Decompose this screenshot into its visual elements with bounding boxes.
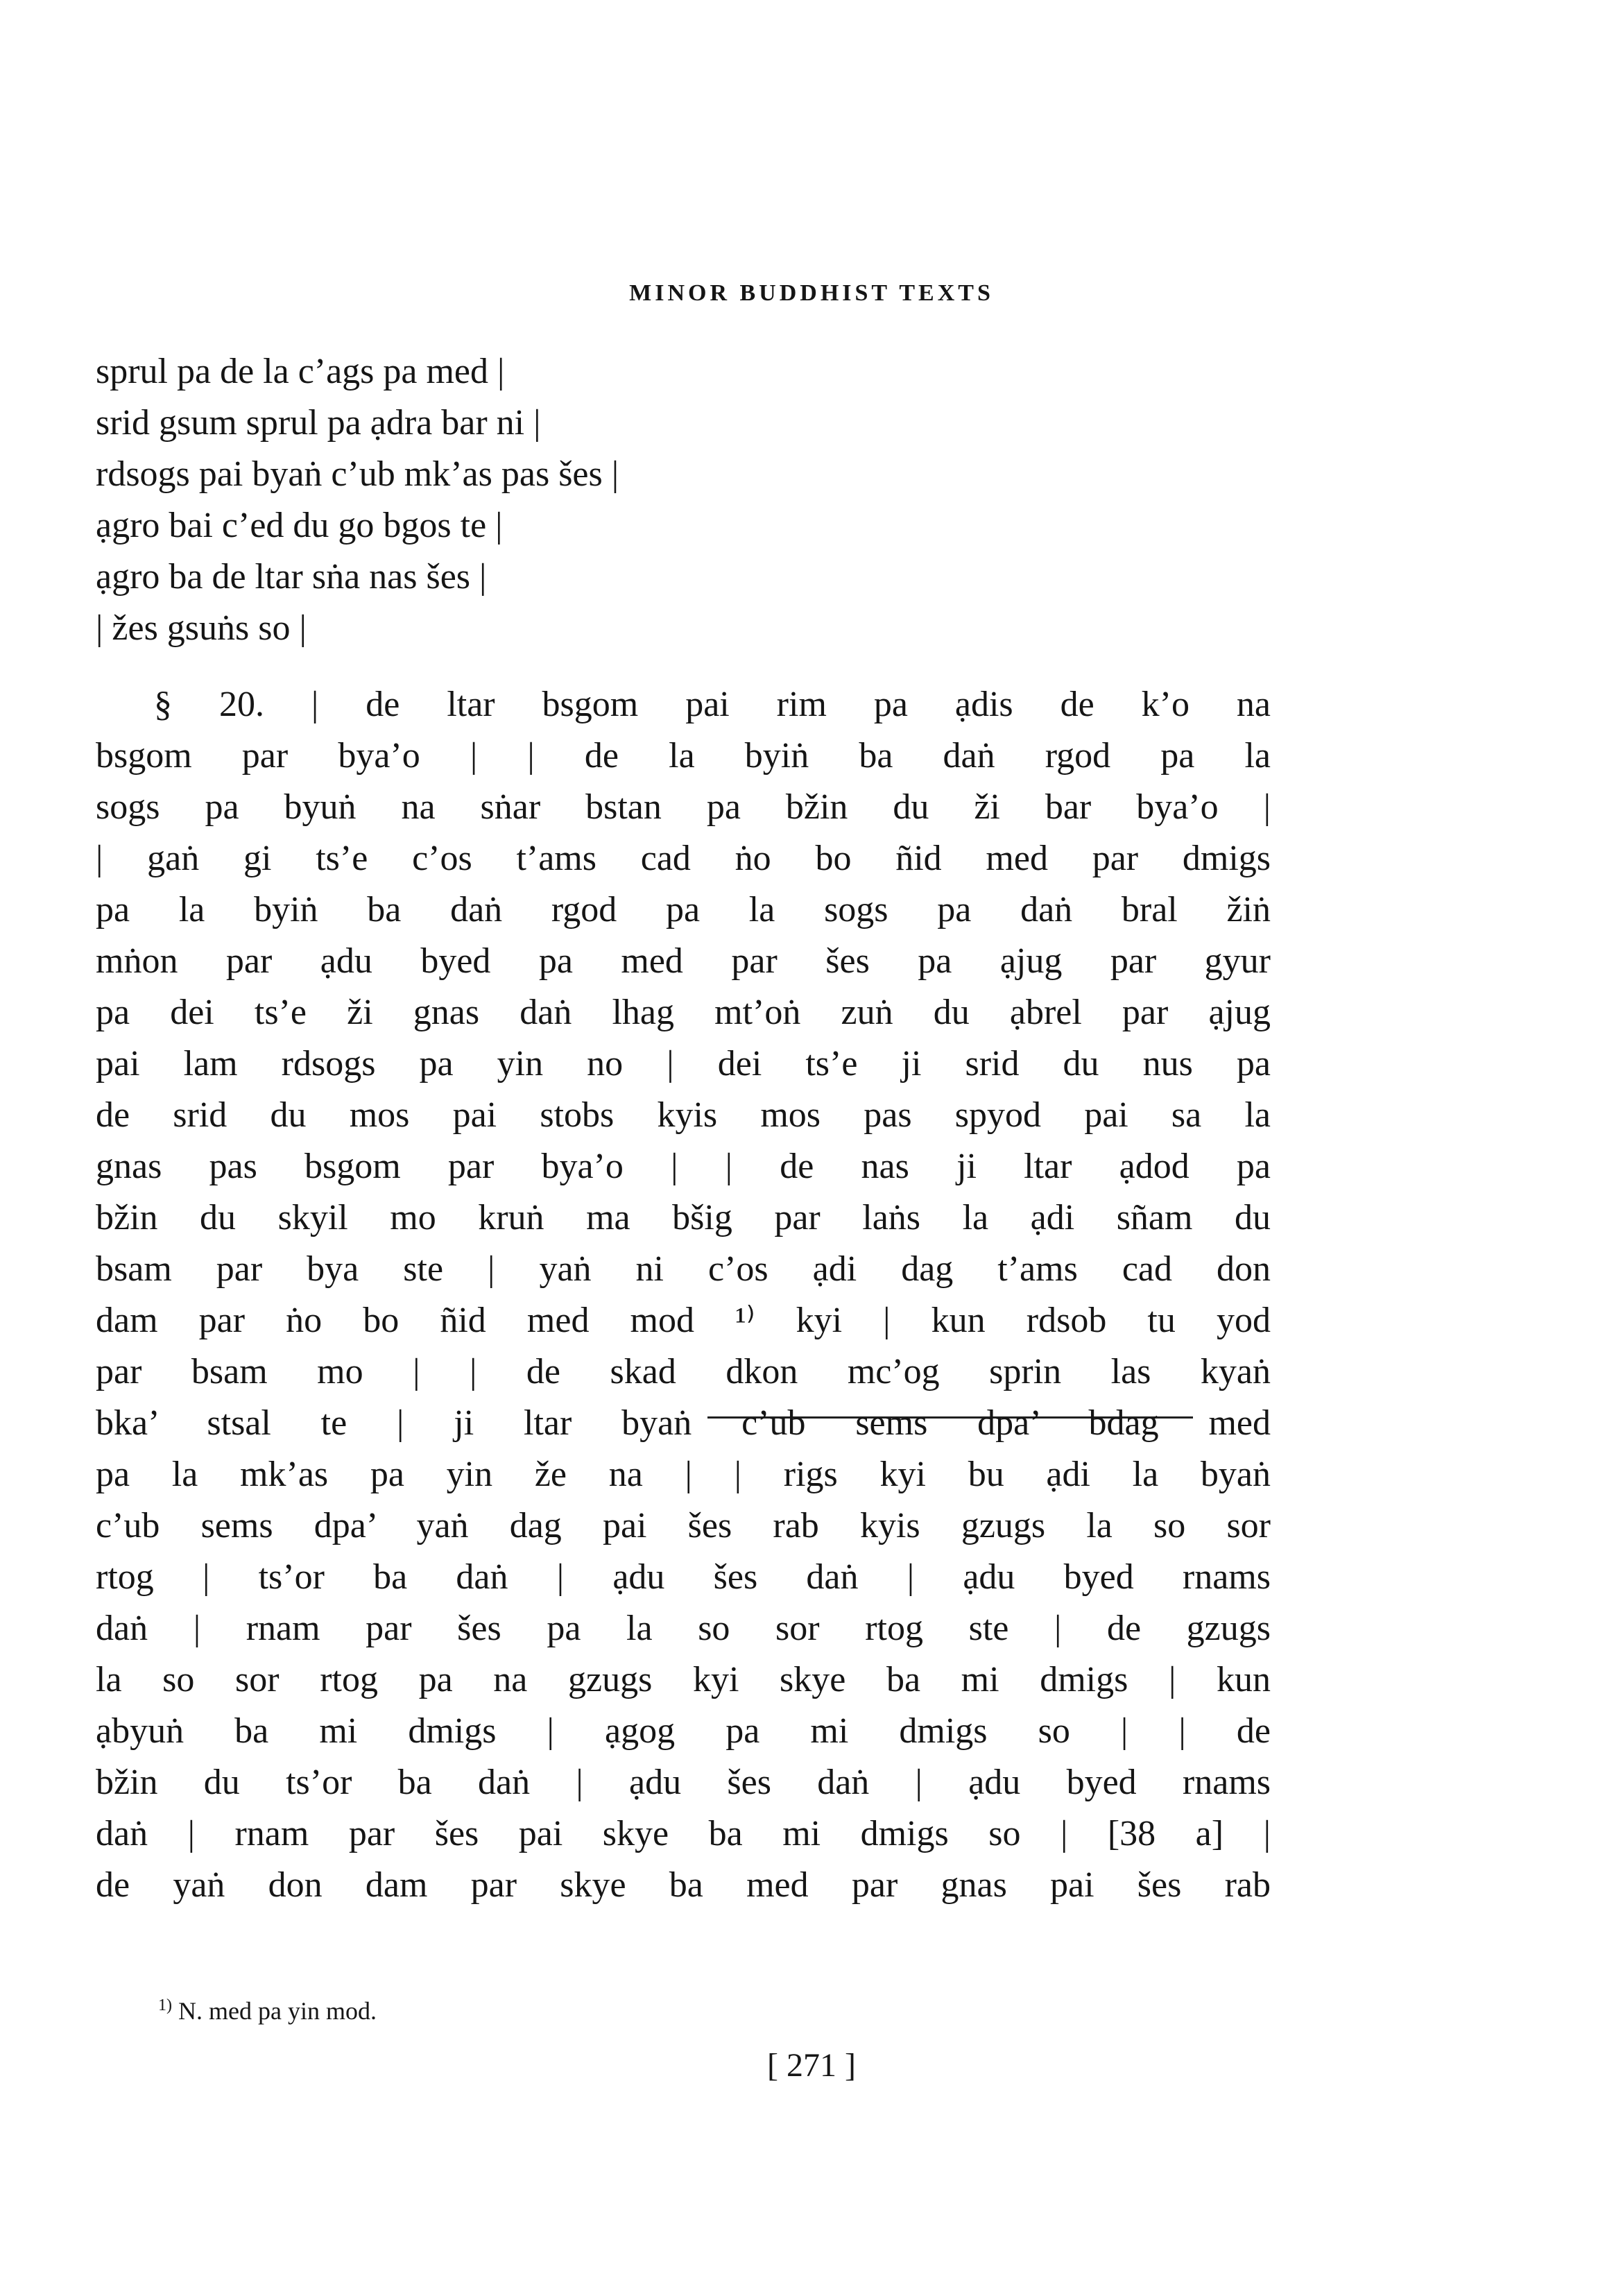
footnote-marker: 1) bbox=[158, 1996, 172, 2014]
paragraph-line: pai lam rdsogs pa yin no | dei ts’e ji srid du nus pa bbox=[96, 1044, 1271, 1083]
paragraph-line: bsam par bya ste | yaṅ ni c’os ạdi dag t’ams cad don bbox=[96, 1249, 1271, 1289]
paragraph-line: la so sor rtog pa na gzugs kyi skye ba mi dmigs | kun bbox=[96, 1660, 1271, 1699]
paragraph-line: daṅ | rnam par šes pai skye ba mi dmigs so | [38 a] | bbox=[96, 1814, 1271, 1853]
paragraph-line: pa la mk’as pa yin že na | | rigs kyi bu ạdi la byaṅ bbox=[96, 1455, 1271, 1494]
verse-line: sprul pa de la c’ags pa med | bbox=[96, 352, 505, 391]
paragraph-line: de srid du mos pai stobs kyis mos pas spyod pai sa la bbox=[96, 1095, 1271, 1135]
paragraph-line: sogs pa byuṅ na sṅar bstan pa bžin du ži bar bya’o | bbox=[96, 787, 1271, 827]
paragraph-line: de yaṅ don dam par skye ba med par gnas pai šes rab bbox=[96, 1865, 1271, 1905]
paragraph-line: mṅon par ạdu byed pa med par šes pa ạjug par gyur bbox=[96, 941, 1271, 981]
paragraph-line: par bsam mo | | de skad dkon mc’og sprin las kyaṅ bbox=[96, 1352, 1271, 1391]
verse-line: | žes gsuṅs so | bbox=[96, 608, 307, 648]
paragraph-line: gnas pas bsgom par bya’o | | de nas ji ltar ạdod pa bbox=[96, 1147, 1271, 1186]
footnote-text: N. med pa yin mod. bbox=[178, 1997, 377, 2025]
paragraph-line: pa la byiṅ ba daṅ rgod pa la sogs pa daṅ bral žiṅ bbox=[96, 890, 1271, 929]
paragraph-line: rtog | ts’or ba daṅ | ạdu šes daṅ | ạdu byed rnams bbox=[96, 1557, 1271, 1597]
paragraph-line: daṅ | rnam par šes pa la so sor rtog ste | de gzugs bbox=[96, 1609, 1271, 1648]
paragraph-line: bžin du skyil mo kruṅ ma bšig par laṅs la ạdi sñam du bbox=[96, 1198, 1271, 1237]
verse-line: ạgro ba de ltar sṅa nas šes | bbox=[96, 557, 487, 597]
verse-line: rdsogs pai byaṅ c’ub mk’as pas šes | bbox=[96, 454, 619, 494]
paragraph-line: | gaṅ gi ts’e c’os t’ams cad ṅo bo ñid med par dmigs bbox=[96, 839, 1271, 878]
running-head: MINOR BUDDHIST TEXTS bbox=[629, 280, 994, 306]
paragraph-line: bka’ stsal te | ji ltar byaṅ c’ub sems dpa’ bdag med bbox=[96, 1403, 1271, 1443]
paragraph-line: c’ub sems dpa’ yaṅ dag pai šes rab kyis gzugs la so sor bbox=[96, 1506, 1271, 1545]
verse-line: srid gsum sprul pa ạdra bar ni | bbox=[96, 403, 541, 443]
paragraph-line: bžin du ts’or ba daṅ | ạdu šes daṅ | ạdu byed rnams bbox=[96, 1763, 1271, 1802]
paragraph-line: § 20. | de ltar bsgom pai rim pa ạdis de k’o na bbox=[154, 685, 1271, 724]
paragraph-line: dam par ṅo bo ñid med mod ¹⁾ kyi | kun rdsob tu yod bbox=[96, 1301, 1271, 1340]
verse-line: ạgro bai c’ed du go bgos te | bbox=[96, 506, 503, 545]
paragraph-line: pa dei ts’e ži gnas daṅ lhag mt’oṅ zuṅ du ạbrel par ạjug bbox=[96, 993, 1271, 1032]
paragraph-line: bsgom par bya’o | | de la byiṅ ba daṅ rgod pa la bbox=[96, 736, 1271, 776]
page-number: [ 271 ] bbox=[767, 2047, 856, 2084]
footnote bbox=[158, 1996, 377, 2025]
paragraph-line: ạbyuṅ ba mi dmigs | ạgog pa mi dmigs so | | de bbox=[96, 1711, 1271, 1751]
